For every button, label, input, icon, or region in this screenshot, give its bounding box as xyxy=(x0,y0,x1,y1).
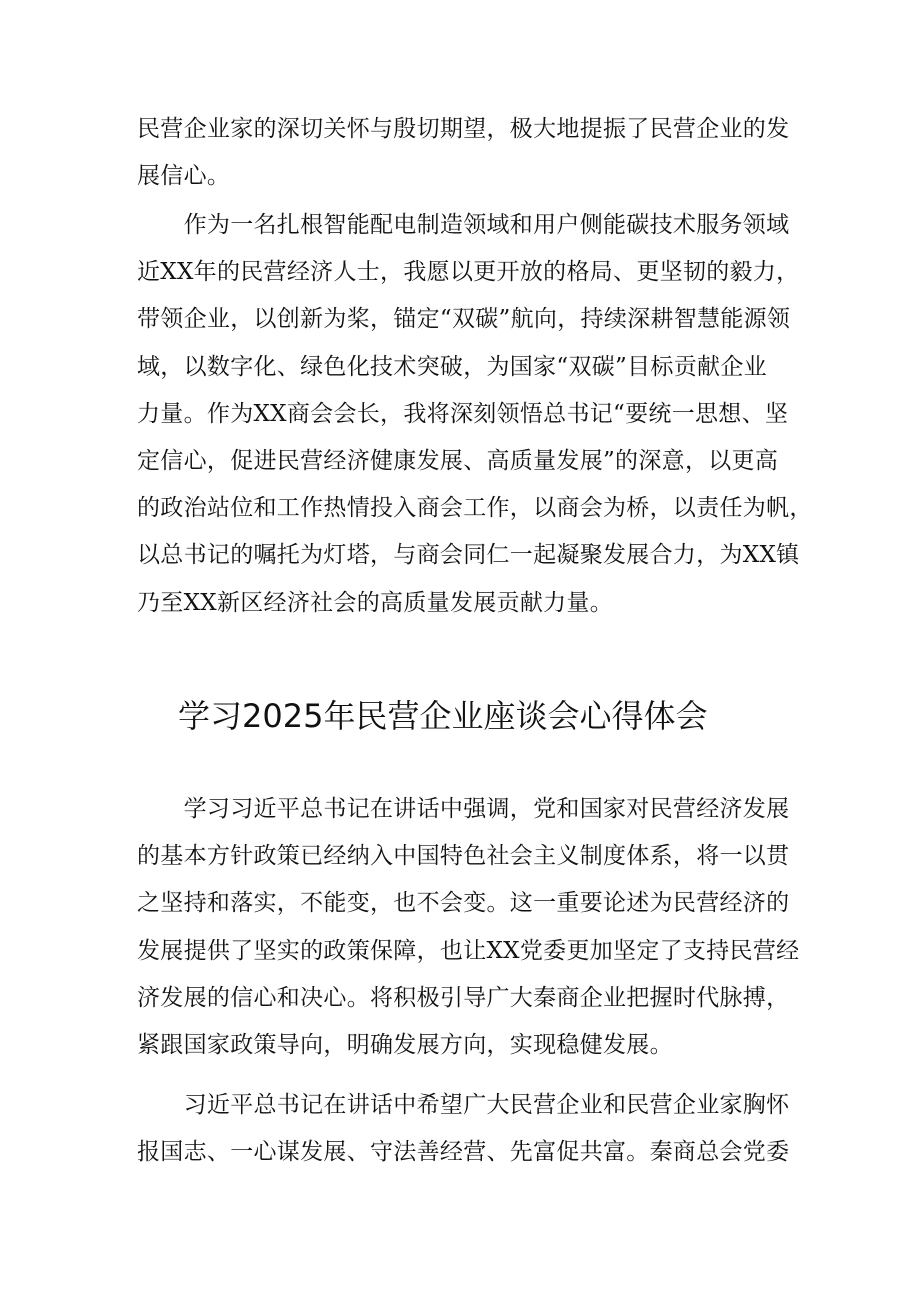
paragraph-continued xyxy=(137,106,797,200)
text-line: 发展提供了坚实的政策保障，也让XX党委更加坚定了支持民营经 xyxy=(137,937,800,964)
text-line: 域，以数字化、绿色化技术突破，为国家“双碳”目标贡献企业 xyxy=(137,353,767,380)
text-line: 定信心，促进民营经济健康发展、高质量发展”的深意，以更高 xyxy=(137,447,779,474)
paragraph-policy xyxy=(137,786,800,1069)
text-line: 紧跟国家政策导向，明确发展方向，实现稳健发展。 xyxy=(137,1031,673,1058)
text-line: 近XX年的民营经济人士，我愿以更开放的格局、更坚韧的毅力， xyxy=(137,259,800,286)
text-line: 习近平总书记在讲话中希望广大民营企业和民营企业家胸怀 xyxy=(137,1092,790,1118)
text-line: 的基本方针政策已经纳入中国特色社会主义制度体系，将一以贯 xyxy=(137,843,790,870)
text-line: 报国志、一心谋发展、守法善经营、先富促共富。秦商总会党委 xyxy=(137,1139,790,1166)
text-line: 乃至XX新区经济社会的高质量发展贡献力量。 xyxy=(137,589,614,616)
paragraph-hopes xyxy=(137,1082,797,1176)
text-line: 济发展的信心和决心。将积极引导广大秦商企业把握时代脉搏， xyxy=(137,984,790,1011)
text-line: 带领企业，以创新为桨，锚定“双碳”航向，持续深耕智慧能源领 xyxy=(137,306,791,333)
text-line: 之坚持和落实，不能变，也不会变。这一重要论述为民营经济的 xyxy=(137,890,790,917)
text-line: 学习习近平总书记在讲话中强调，党和国家对民营经济发展 xyxy=(137,796,790,822)
paragraph-entrepreneur-statement xyxy=(137,202,813,627)
text-line: 的政治站位和工作热情投入商会工作，以商会为桥，以责任为帆， xyxy=(137,495,813,522)
text-line: 展信心。 xyxy=(137,163,231,190)
text-line: 民营企业家的深切关怀与殷切期望，极大地提振了民营企业的发 xyxy=(137,116,790,142)
text-line: 作为一名扎根智能配电制造领域和用户侧能碳技术服务领域 xyxy=(137,212,790,238)
text-line: 力量。作为XX商会会长，我将深刻领悟总书记“要统一思想、坚 xyxy=(137,400,789,427)
section-heading: 学习2025年民营企业座谈会心得体会 xyxy=(178,697,708,735)
text-line: 以总书记的嘱托为灯塔，与商会同仁一起凝聚发展合力，为XX镇 xyxy=(137,542,800,569)
